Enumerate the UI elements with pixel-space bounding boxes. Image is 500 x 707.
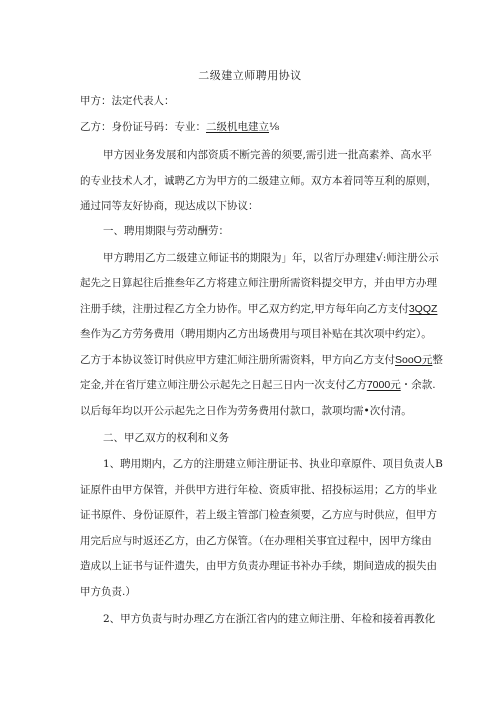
section-1-line: 甲方聘用乙方二级建立师证书的期限为」年，以省厅办理建√:师注册公示 [103,252,439,264]
section-2-heading: 二、甲乙双方的权利和义务 [103,432,229,444]
section-1-text: 乙方于本协议签订时供应甲方建汇师注册所需资料，甲方向乙方支付 [80,354,395,366]
party-b-suffix: ⅛ [269,121,280,133]
section-1-line: 起先之日算起往后推叁年乙方将建立师注册所需资料提交甲方，并由甲方办理 [80,277,437,289]
party-b-line [80,120,279,134]
intro-line: 通过同等友好协商，现达成以下协议： [80,200,259,212]
intro-line: 的专业技术人才，诚聘乙方为甲方的二级建立师。双方本着同等互利的原则， [80,175,437,187]
section-2-line: 用完后应与时返还乙方，由乙方保管。（在办理相关事宜过程中，因甲方缘由 [80,535,432,547]
section-2-line: 证原件由甲方保管，并供甲方进行年检、资质审批、招投标运用；乙方的毕业 [80,484,437,496]
section-2-line: 造成以上证书与证件遗失，由甲方负责办理证书补办手续，期间造成的损失由 [80,560,437,572]
section-1-line [80,353,443,367]
section-1-text: 注册手续，注册过程乙方全力协作。甲乙双方约定,甲方每年向乙方支付 [80,303,409,315]
deposit-suffix: 整 [432,354,443,366]
document-title: 二级建立师聘用协议 [198,69,302,82]
section-1-line: 以后每年均以开公示起先之日作为劳务费用付款口，款项均需•次付清。 [80,405,412,417]
party-b-specialty: 二级机电建立 [206,121,269,133]
deposit-amount: SooO元 [395,354,433,366]
section-2-line: 甲方负责.） [80,586,136,598]
balance-amount: 7000元 [366,379,401,391]
section-2-line: 2、甲方负责与时办理乙方在浙江省内的建立师注册、年检和接着再教化 [103,613,436,625]
party-a-line: 甲方：法定代表人： [80,95,175,107]
section-1-heading: 一、聘用期限与劳动酬劳： [103,225,229,237]
section-1-text: 定金,并在省厅建立师注册公示起先之日起三日内一次支付乙方 [80,379,367,391]
section-1-line [80,378,436,392]
section-2-line: 1、聘用期内，乙方的注册建立师注册证书、执业印章原件、项目负责人B [103,458,443,470]
intro-line: 甲方因业务发展和内部资质不断完善的须要,需引进一批高素养、高水平 [103,149,432,161]
section-2-line: 证书原件、身份证原件，若上级主管部门检查须要，乙方应与时供应，但甲方 [80,509,437,521]
balance-suffix: ・余款. [400,379,436,391]
annual-fee-amount: 3QQZ [408,303,438,315]
section-1-line [80,302,437,316]
party-b-prefix: 乙方：身份证号码：专业： [80,121,206,133]
section-1-line: 叁作为乙方劳务费用（聘用期内乙方出场费用与项目补贴在其次项中约定）。 [80,328,432,340]
